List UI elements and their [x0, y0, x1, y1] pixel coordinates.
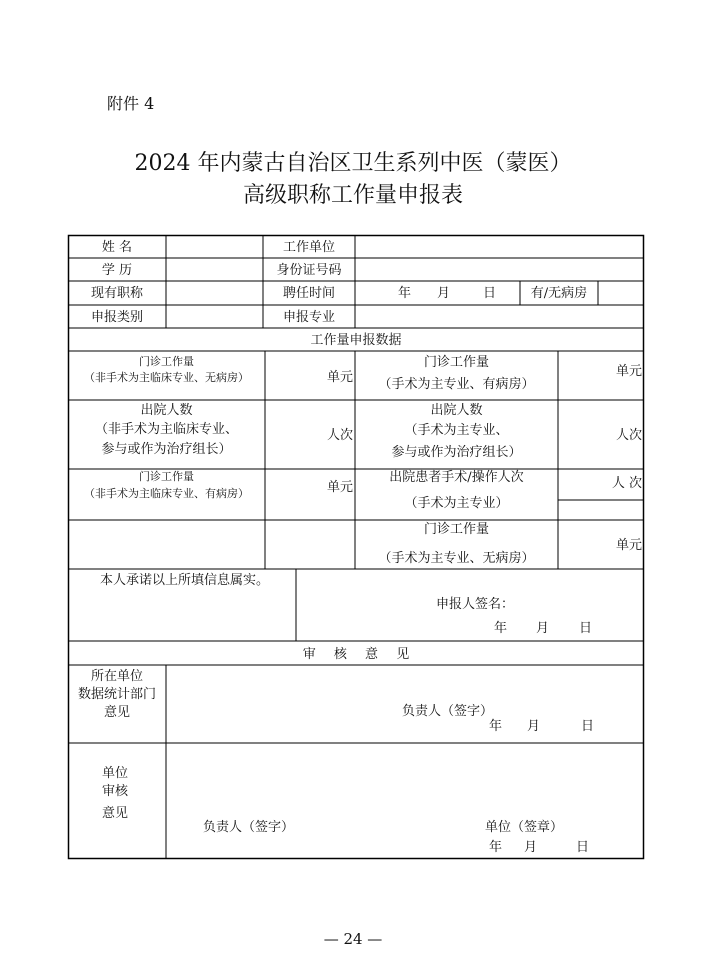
discharge-b-title: 出院人数: [430, 403, 483, 418]
pledge-text: 本人承诺以上所填信息属实。: [100, 573, 270, 588]
discharge-a-sub2: 参与或作为治疗组长）: [101, 442, 232, 457]
applicant-sign-label: 申报人签名：: [436, 597, 515, 612]
unit-seal-label: 单位（签章）: [485, 820, 564, 835]
unit-year-label: 年: [489, 840, 503, 855]
discharge-a-sub1: （非手术为主临床专业、: [94, 422, 238, 437]
discharge-b-unit: 人次: [615, 428, 642, 443]
workload-section-header: 工作量申报数据: [310, 333, 402, 348]
outpatient-b-sub: （手术为主专业、有病房）: [378, 377, 535, 392]
label-ward: 有/无病房: [530, 286, 588, 301]
outpatient-b-title: 门诊工作量: [423, 355, 489, 370]
dept-day-label: 日: [581, 719, 595, 734]
hire-day-label: 日: [483, 286, 497, 301]
outpatient-d-unit: 单元: [615, 538, 642, 553]
label-hire-time: 聘任时间: [282, 286, 335, 301]
outpatient-b-unit: 单元: [615, 364, 642, 379]
dept-year-label: 年: [489, 719, 503, 734]
label-education: 学 历: [101, 263, 133, 278]
discharge-a-title: 出院人数: [140, 403, 193, 418]
unit-review-line1: 单位: [102, 766, 129, 781]
label-work-unit: 工作单位: [282, 240, 335, 255]
discharge-a-unit: 人次: [326, 428, 353, 443]
outpatient-c-unit: 单元: [326, 480, 353, 495]
outpatient-a-unit: 单元: [326, 370, 353, 385]
hire-year-label: 年: [398, 286, 412, 301]
page-number: — 24 —: [323, 930, 383, 948]
dept-responsible-sign: 负责人（签字）: [402, 704, 494, 719]
dept-opinion-line2: 数据统计部门: [77, 687, 156, 702]
label-apply-major: 申报专业: [282, 310, 335, 325]
outpatient-c-sub: （非手术为主临床专业、有病房）: [84, 487, 249, 500]
label-id-number: 身份证号码: [276, 263, 342, 278]
outpatient-c-title: 门诊工作量: [139, 470, 194, 483]
unit-responsible-sign: 负责人（签字）: [203, 820, 295, 835]
pledge-year-label: 年: [494, 621, 508, 636]
discharge-b-sub1: （手术为主专业、: [404, 423, 509, 438]
outpatient-a-sub: （非手术为主临床专业、无病房）: [84, 371, 249, 384]
form-title-line1: 2024 年内蒙古自治区卫生系列中医（蒙医）: [134, 151, 572, 176]
label-name: 姓 名: [101, 240, 133, 255]
surgery-title: 出院患者手术/操作人次: [389, 470, 524, 485]
unit-month-label: 月: [524, 840, 538, 855]
pledge-month-label: 月: [536, 621, 550, 636]
unit-day-label: 日: [576, 840, 590, 855]
surgery-unit: 人 次: [611, 476, 642, 491]
dept-opinion-line3: 意见: [103, 705, 130, 720]
review-section-header: 审 核 意 见: [302, 647, 410, 662]
label-apply-category: 申报类别: [90, 310, 143, 325]
pledge-day-label: 日: [579, 621, 593, 636]
discharge-b-sub2: 参与或作为治疗组长）: [391, 445, 522, 460]
unit-review-line3: 意见: [102, 806, 129, 821]
form-title-line2: 高级职称工作量申报表: [242, 183, 463, 208]
dept-month-label: 月: [527, 719, 541, 734]
outpatient-a-title: 门诊工作量: [139, 355, 194, 368]
outpatient-d-title: 门诊工作量: [423, 522, 489, 537]
annex-label: 附件 4: [107, 94, 155, 113]
label-current-title: 现有职称: [90, 286, 143, 301]
unit-review-line2: 审核: [102, 784, 129, 799]
hire-month-label: 月: [437, 286, 451, 301]
dept-opinion-line1: 所在单位: [90, 669, 143, 684]
surgery-sub: （手术为主专业）: [404, 496, 509, 511]
outpatient-d-sub: （手术为主专业、无病房）: [378, 551, 535, 566]
